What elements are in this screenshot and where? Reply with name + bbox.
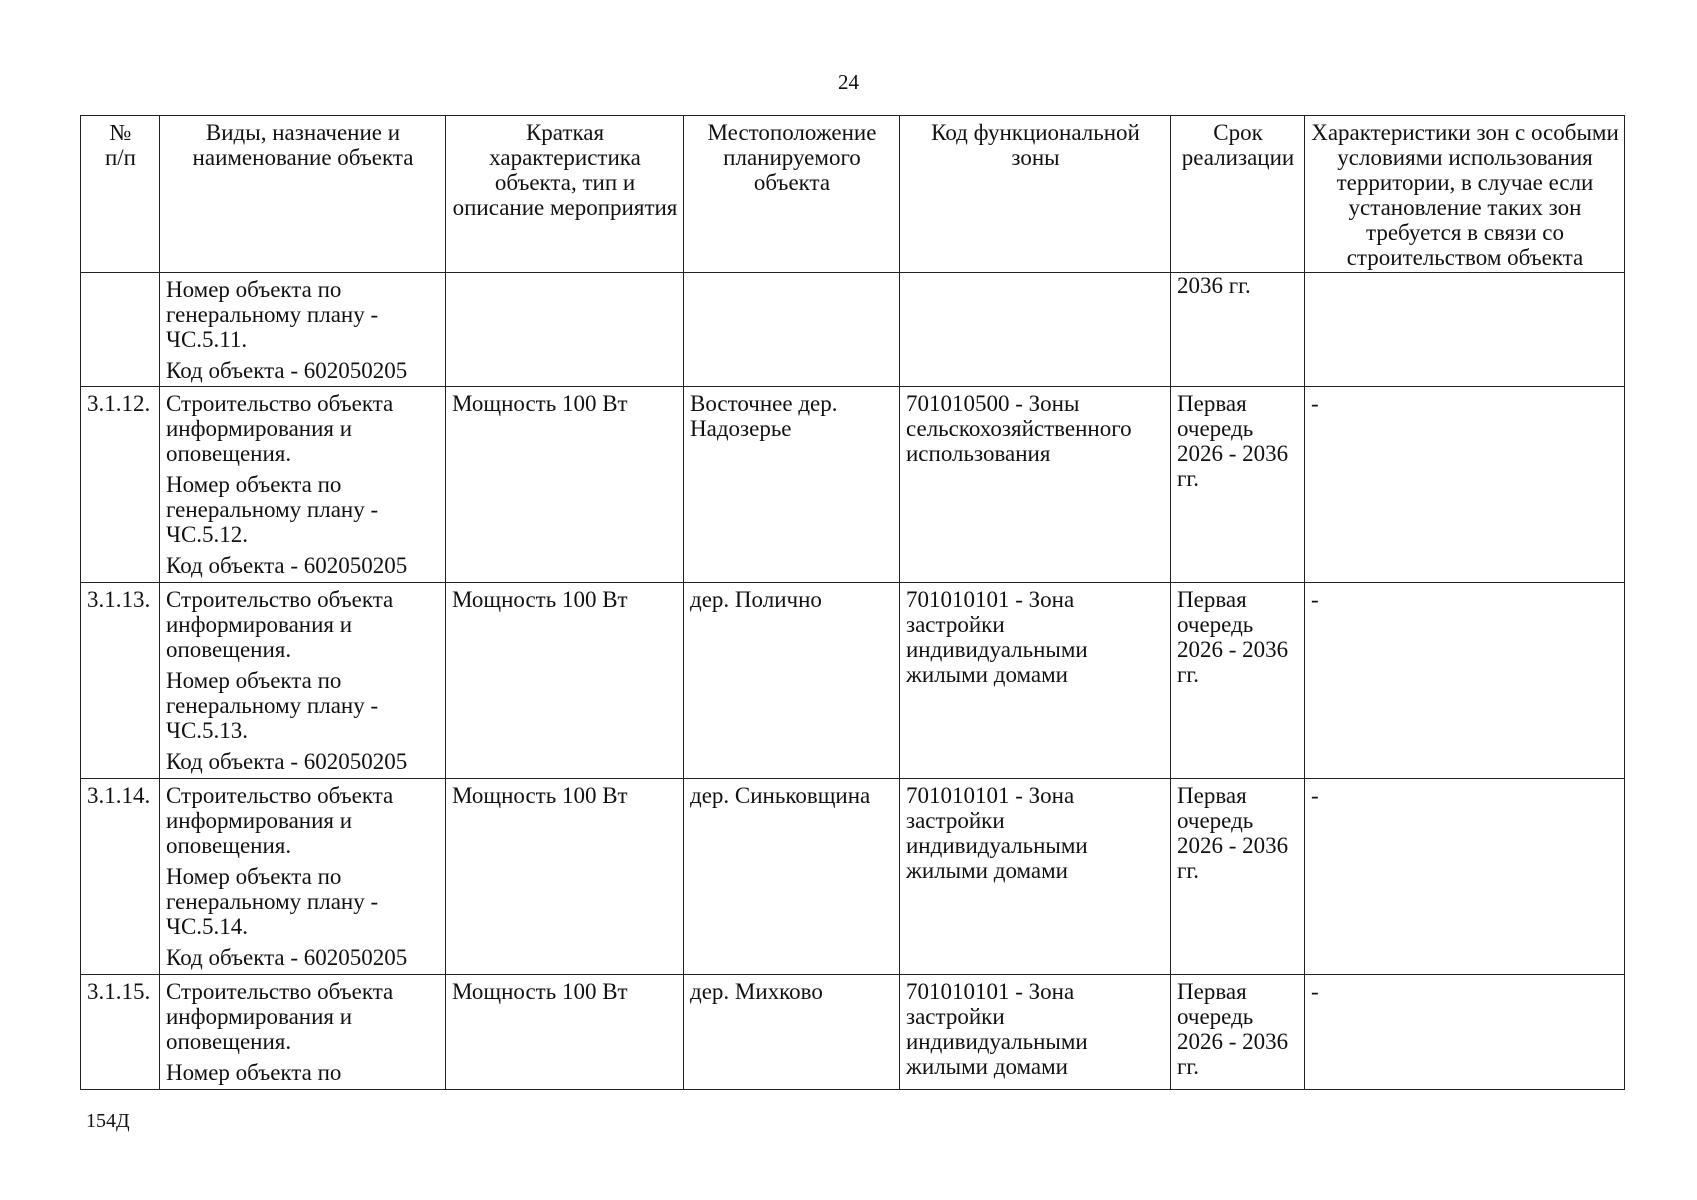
page-number: 24 [838, 70, 859, 94]
cell-zones: - [1305, 779, 1625, 975]
cell-location: дер. Полично [684, 583, 900, 779]
cell-characteristic: Мощность 100 Вт [446, 975, 684, 1090]
cell-zone-code: 701010101 - Зона застройки индивидуальными жилыми домами [900, 583, 1171, 779]
cell-name [160, 779, 446, 975]
cell-location: Восточнее дер. Надозерье [684, 387, 900, 583]
cell-zones: - [1305, 387, 1625, 583]
cell-name [160, 273, 446, 387]
cell-number [81, 273, 160, 387]
cell-term: Первая очередь 2026 - 2036 гг. [1171, 583, 1305, 779]
cell-name [160, 387, 446, 583]
cell-zone-code: 701010500 - Зоны сельскохозяйственного использования [900, 387, 1171, 583]
cell-term: Первая очередь 2026 - 2036 гг. [1171, 975, 1305, 1090]
object-code: Код объекта - 602050205 [166, 749, 408, 774]
cell-location: дер. Синьковщина [684, 779, 900, 975]
object-description: Строительство объекта информирования и оповещения. [166, 391, 394, 466]
cell-characteristic [446, 273, 684, 387]
table-row [81, 779, 1625, 975]
object-gp-number: Номер объекта по генеральному плану - ЧС.5.13. [166, 668, 379, 743]
object-gp-number: Номер объекта по генеральному плану - ЧС.5.12. [166, 472, 379, 547]
table-header-row [81, 116, 1625, 273]
header-name: Виды, назначение и наименование объекта [160, 116, 446, 273]
header-location: Местоположение планируемого объекта [684, 116, 900, 273]
table-row [81, 583, 1625, 779]
cell-term: Первая очередь 2026 - 2036 гг. [1171, 779, 1305, 975]
object-description: Строительство объекта информирования и оповещения. [166, 783, 394, 858]
cell-number: 3.1.12. [81, 387, 160, 583]
cell-characteristic: Мощность 100 Вт [446, 387, 684, 583]
objects-table [80, 115, 1625, 1090]
cell-term: 2036 гг. [1171, 273, 1305, 387]
cell-zones: - [1305, 975, 1625, 1090]
header-number: № п/п [81, 116, 160, 273]
object-code: Код объекта - 602050205 [166, 553, 408, 578]
object-description: Строительство объекта информирования и оповещения. [166, 587, 394, 662]
object-code: Код объекта - 602050205 [166, 358, 408, 383]
header-term: Срок реализации [1171, 116, 1305, 273]
table-row [81, 387, 1625, 583]
object-gp-number: Номер объекта по генеральному плану - ЧС.5.11. [166, 277, 379, 352]
cell-name [160, 975, 446, 1090]
cell-term: Первая очередь 2026 - 2036 гг. [1171, 387, 1305, 583]
cell-location: дер. Михково [684, 975, 900, 1090]
cell-zone-code: 701010101 - Зона застройки индивидуальными жилыми домами [900, 975, 1171, 1090]
header-zone-code: Код функциональной зоны [900, 116, 1171, 273]
header-zones: Характеристики зон с особыми условиями использования территории, в случае если установление таких зон требуется в связи со строительством объекта [1305, 116, 1625, 273]
object-gp-number: Номер объекта по генеральному плану - ЧС.5.14. [166, 864, 379, 939]
cell-zones [1305, 273, 1625, 387]
table-row [81, 975, 1625, 1090]
object-description: Строительство объекта информирования и оповещения. [166, 979, 394, 1054]
cell-number: 3.1.14. [81, 779, 160, 975]
object-code: Код объекта - 602050205 [166, 945, 408, 970]
document-code: 154Д [86, 1110, 130, 1132]
cell-zone-code: 701010101 - Зона застройки индивидуальными жилыми домами [900, 779, 1171, 975]
cell-location [684, 273, 900, 387]
table-row-continued [81, 273, 1625, 387]
cell-characteristic: Мощность 100 Вт [446, 583, 684, 779]
object-gp-number: Номер объекта по [166, 1060, 342, 1085]
cell-number: 3.1.15. [81, 975, 160, 1090]
cell-name [160, 583, 446, 779]
cell-characteristic: Мощность 100 Вт [446, 779, 684, 975]
cell-zones: - [1305, 583, 1625, 779]
cell-zone-code [900, 273, 1171, 387]
header-characteristic: Краткая характеристика объекта, тип и описание мероприятия [446, 116, 684, 273]
cell-number: 3.1.13. [81, 583, 160, 779]
